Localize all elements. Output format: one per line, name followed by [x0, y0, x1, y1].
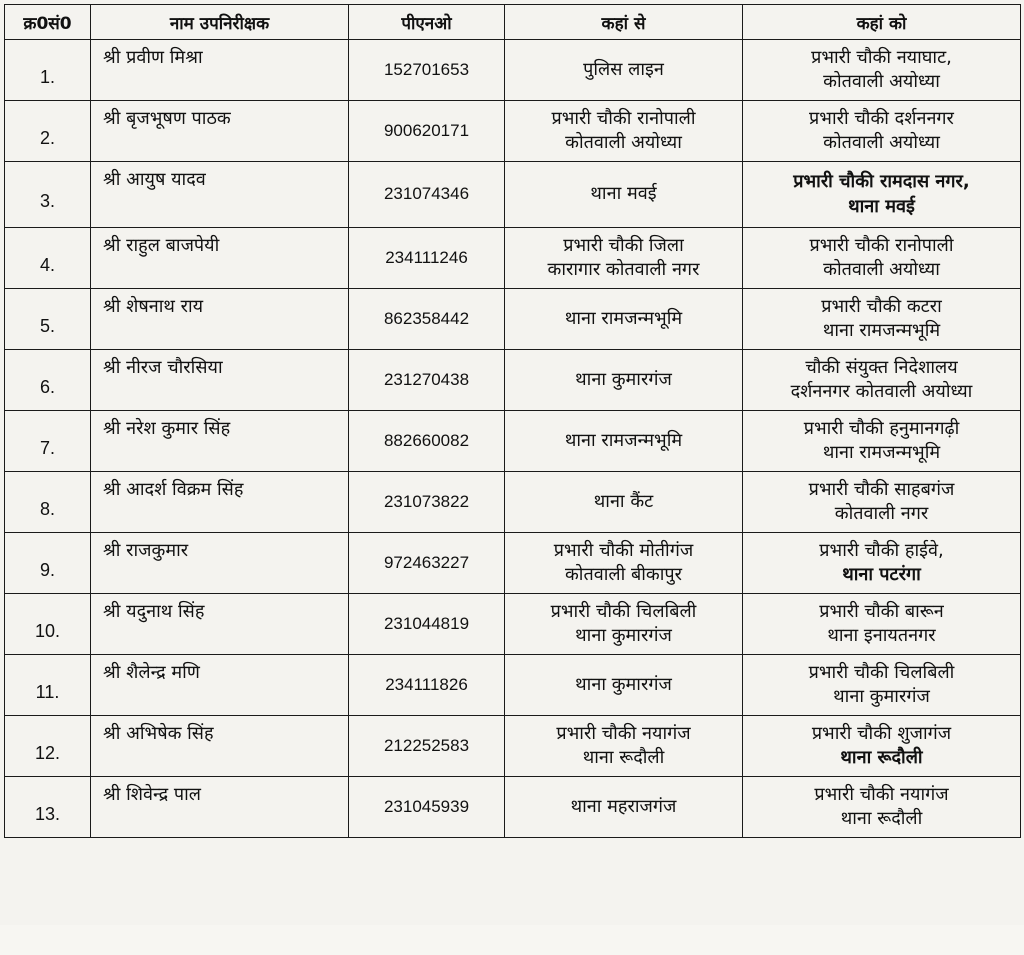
cell-pno	[349, 472, 505, 533]
cell-to	[743, 228, 1021, 289]
cell-from	[505, 716, 743, 777]
cell-pno	[349, 40, 505, 101]
serial-number: 12.	[34, 742, 61, 763]
pno-number: 231073822	[383, 491, 470, 511]
to-line-1: चौकी संयुक्त निदेशालय	[805, 356, 958, 378]
cell-sr	[5, 472, 91, 533]
cell-to	[743, 289, 1021, 350]
cell-name	[91, 350, 349, 411]
pno-number: 231045939	[383, 796, 470, 816]
to-line-2: कोतवाली नगर	[834, 503, 929, 524]
header-to: कहां को	[743, 5, 1021, 40]
cell-pno	[349, 162, 505, 228]
to-line-1: प्रभारी चौकी रामदास नगर,	[793, 171, 970, 193]
from-line-1: प्रभारी चौकी रानोपाली	[551, 107, 696, 129]
cell-name	[91, 716, 349, 777]
cell-sr	[5, 594, 91, 655]
from-line-1: थाना कुमारगंज	[575, 673, 672, 695]
cell-pno	[349, 594, 505, 655]
table-row	[5, 411, 1021, 472]
cell-sr	[5, 228, 91, 289]
from-line-1: प्रभारी चौकी चिलबिली	[550, 600, 697, 622]
table-row	[5, 594, 1021, 655]
cell-to	[743, 594, 1021, 655]
officer-name: श्री नीरज चौरसिया	[103, 357, 223, 378]
serial-number: 2.	[39, 127, 55, 148]
to-line-2: कोतवाली अयोध्या	[823, 132, 940, 153]
cell-name	[91, 533, 349, 594]
cell-pno	[349, 777, 505, 838]
serial-number: 3.	[39, 191, 55, 212]
table-row	[5, 777, 1021, 838]
from-line-1: थाना रामजन्मभूमि	[564, 307, 683, 329]
page-margin	[0, 925, 1024, 955]
pno-number: 231044819	[383, 613, 470, 633]
to-line-2: थाना मवई	[848, 195, 915, 217]
cell-from	[505, 411, 743, 472]
header-from: कहां से	[505, 5, 743, 40]
officer-name: श्री आयुष यादव	[103, 169, 206, 190]
from-line-1: थाना मवई	[590, 183, 657, 205]
from-line-1: पुलिस लाइन	[583, 58, 664, 80]
serial-number: 10.	[34, 620, 61, 641]
cell-from	[505, 655, 743, 716]
cell-name	[91, 289, 349, 350]
cell-pno	[349, 289, 505, 350]
to-line-2: थाना पटरंगा	[842, 564, 921, 585]
transfer-table	[4, 4, 1021, 838]
pno-number: 882660082	[383, 430, 470, 450]
from-line-2: कारागार कोतवाली नगर	[547, 259, 700, 280]
table-row	[5, 40, 1021, 101]
officer-name: श्री राजकुमार	[103, 540, 189, 561]
cell-to	[743, 162, 1021, 228]
cell-to	[743, 350, 1021, 411]
cell-from	[505, 101, 743, 162]
cell-from	[505, 350, 743, 411]
serial-number: 11.	[35, 681, 60, 702]
officer-name: श्री आदर्श विक्रम सिंह	[103, 479, 244, 500]
table-row	[5, 228, 1021, 289]
cell-to	[743, 411, 1021, 472]
pno-number: 972463227	[383, 552, 470, 572]
cell-pno	[349, 716, 505, 777]
to-line-1: प्रभारी चौकी हाईवे,	[819, 539, 944, 561]
to-line-1: प्रभारी चौकी चिलबिली	[808, 661, 955, 683]
cell-pno	[349, 411, 505, 472]
officer-name: श्री शिवेन्द्र पाल	[103, 784, 201, 805]
to-line-1: प्रभारी चौकी दर्शननगर	[809, 107, 954, 129]
pno-number: 862358442	[383, 308, 470, 328]
from-line-1: थाना कैंट	[593, 490, 654, 512]
cell-sr	[5, 655, 91, 716]
officer-name: श्री राहुल बाजपेयी	[103, 235, 220, 256]
to-line-1: प्रभारी चौकी कटरा	[821, 295, 942, 317]
cell-sr	[5, 40, 91, 101]
cell-name	[91, 655, 349, 716]
table-header-row	[5, 5, 1021, 40]
from-line-2: थाना कुमारगंज	[575, 625, 672, 646]
table-row	[5, 162, 1021, 228]
pno-number: 152701653	[383, 59, 470, 79]
header-name: नाम उपनिरीक्षक	[91, 5, 349, 40]
to-line-2: थाना रूदौली	[840, 808, 923, 829]
cell-from	[505, 777, 743, 838]
from-line-2: थाना रूदौली	[582, 747, 665, 768]
cell-from	[505, 228, 743, 289]
to-line-1: प्रभारी चौकी साहबगंज	[808, 478, 955, 500]
cell-sr	[5, 162, 91, 228]
cell-from	[505, 289, 743, 350]
serial-number: 8.	[39, 498, 55, 519]
pno-number: 234111246	[385, 247, 468, 267]
cell-name	[91, 411, 349, 472]
cell-pno	[349, 350, 505, 411]
to-line-1: प्रभारी चौकी शुजागंज	[811, 722, 952, 744]
to-line-1: प्रभारी चौकी नयागंज	[814, 783, 949, 805]
to-line-2: थाना कुमारगंज	[833, 686, 930, 707]
cell-name	[91, 594, 349, 655]
table-row	[5, 655, 1021, 716]
table-row	[5, 472, 1021, 533]
cell-to	[743, 40, 1021, 101]
cell-pno	[349, 228, 505, 289]
from-line-2: कोतवाली अयोध्या	[565, 132, 682, 153]
officer-name: श्री शैलेन्द्र मणि	[103, 662, 200, 683]
officer-name: श्री प्रवीण मिश्रा	[103, 47, 203, 68]
header-sr: क्र0सं0	[5, 5, 91, 40]
cell-sr	[5, 716, 91, 777]
cell-to	[743, 101, 1021, 162]
cell-pno	[349, 533, 505, 594]
cell-sr	[5, 533, 91, 594]
serial-number: 13.	[34, 803, 61, 824]
officer-name: श्री अभिषेक सिंह	[103, 723, 214, 744]
cell-from	[505, 162, 743, 228]
cell-sr	[5, 350, 91, 411]
table-row	[5, 533, 1021, 594]
table-body	[5, 40, 1021, 838]
table-row	[5, 101, 1021, 162]
to-line-2: कोतवाली अयोध्या	[823, 259, 940, 280]
cell-name	[91, 228, 349, 289]
cell-sr	[5, 411, 91, 472]
serial-number: 9.	[39, 559, 55, 580]
serial-number: 4.	[39, 254, 55, 275]
cell-to	[743, 472, 1021, 533]
officer-name: श्री बृजभूषण पाठक	[103, 108, 231, 129]
cell-name	[91, 162, 349, 228]
to-line-2: दर्शननगर कोतवाली अयोध्या	[790, 381, 973, 402]
header-pno: पीएनओ	[349, 5, 505, 40]
from-line-2: कोतवाली बीकापुर	[564, 564, 682, 585]
cell-name	[91, 777, 349, 838]
from-line-1: थाना महराजगंज	[570, 795, 677, 817]
to-line-1: प्रभारी चौकी रानोपाली	[809, 234, 954, 256]
pno-number: 212252583	[383, 735, 470, 755]
from-line-1: थाना कुमारगंज	[575, 368, 672, 390]
cell-sr	[5, 777, 91, 838]
officer-name: श्री नरेश कुमार सिंह	[103, 418, 231, 439]
cell-to	[743, 655, 1021, 716]
cell-from	[505, 472, 743, 533]
serial-number: 7.	[39, 437, 55, 458]
cell-from	[505, 594, 743, 655]
cell-name	[91, 472, 349, 533]
serial-number: 6.	[39, 376, 55, 397]
cell-pno	[349, 655, 505, 716]
cell-to	[743, 777, 1021, 838]
serial-number: 1.	[39, 66, 55, 87]
pno-number: 900620171	[383, 120, 470, 140]
table-row	[5, 350, 1021, 411]
table-row	[5, 289, 1021, 350]
cell-from	[505, 40, 743, 101]
to-line-2: थाना रामजन्मभूमि	[822, 320, 941, 341]
pno-number: 231074346	[383, 184, 470, 204]
pno-number: 231270438	[383, 369, 470, 389]
cell-sr	[5, 289, 91, 350]
cell-name	[91, 101, 349, 162]
table-row	[5, 716, 1021, 777]
officer-name: श्री यदुनाथ सिंह	[103, 601, 205, 622]
cell-to	[743, 533, 1021, 594]
cell-name	[91, 40, 349, 101]
to-line-2: थाना रूदौली	[840, 747, 923, 768]
cell-from	[505, 533, 743, 594]
from-line-1: थाना रामजन्मभूमि	[564, 429, 683, 451]
to-line-2: थाना रामजन्मभूमि	[822, 442, 941, 463]
from-line-1: प्रभारी चौकी मोतीगंज	[553, 539, 694, 561]
to-line-2: कोतवाली अयोध्या	[823, 71, 940, 92]
officer-name: श्री शेषनाथ राय	[103, 296, 204, 317]
to-line-1: प्रभारी चौकी नयाघाट,	[811, 46, 952, 68]
to-line-1: प्रभारी चौकी हनुमानगढ़ी	[803, 417, 960, 439]
cell-pno	[349, 101, 505, 162]
pno-number: 234111826	[385, 674, 468, 694]
from-line-1: प्रभारी चौकी नयागंज	[556, 722, 691, 744]
to-line-2: थाना इनायतनगर	[827, 625, 936, 646]
from-line-1: प्रभारी चौकी जिला	[563, 234, 684, 256]
cell-sr	[5, 101, 91, 162]
serial-number: 5.	[39, 315, 55, 336]
to-line-1: प्रभारी चौकी बारून	[819, 600, 944, 622]
cell-to	[743, 716, 1021, 777]
